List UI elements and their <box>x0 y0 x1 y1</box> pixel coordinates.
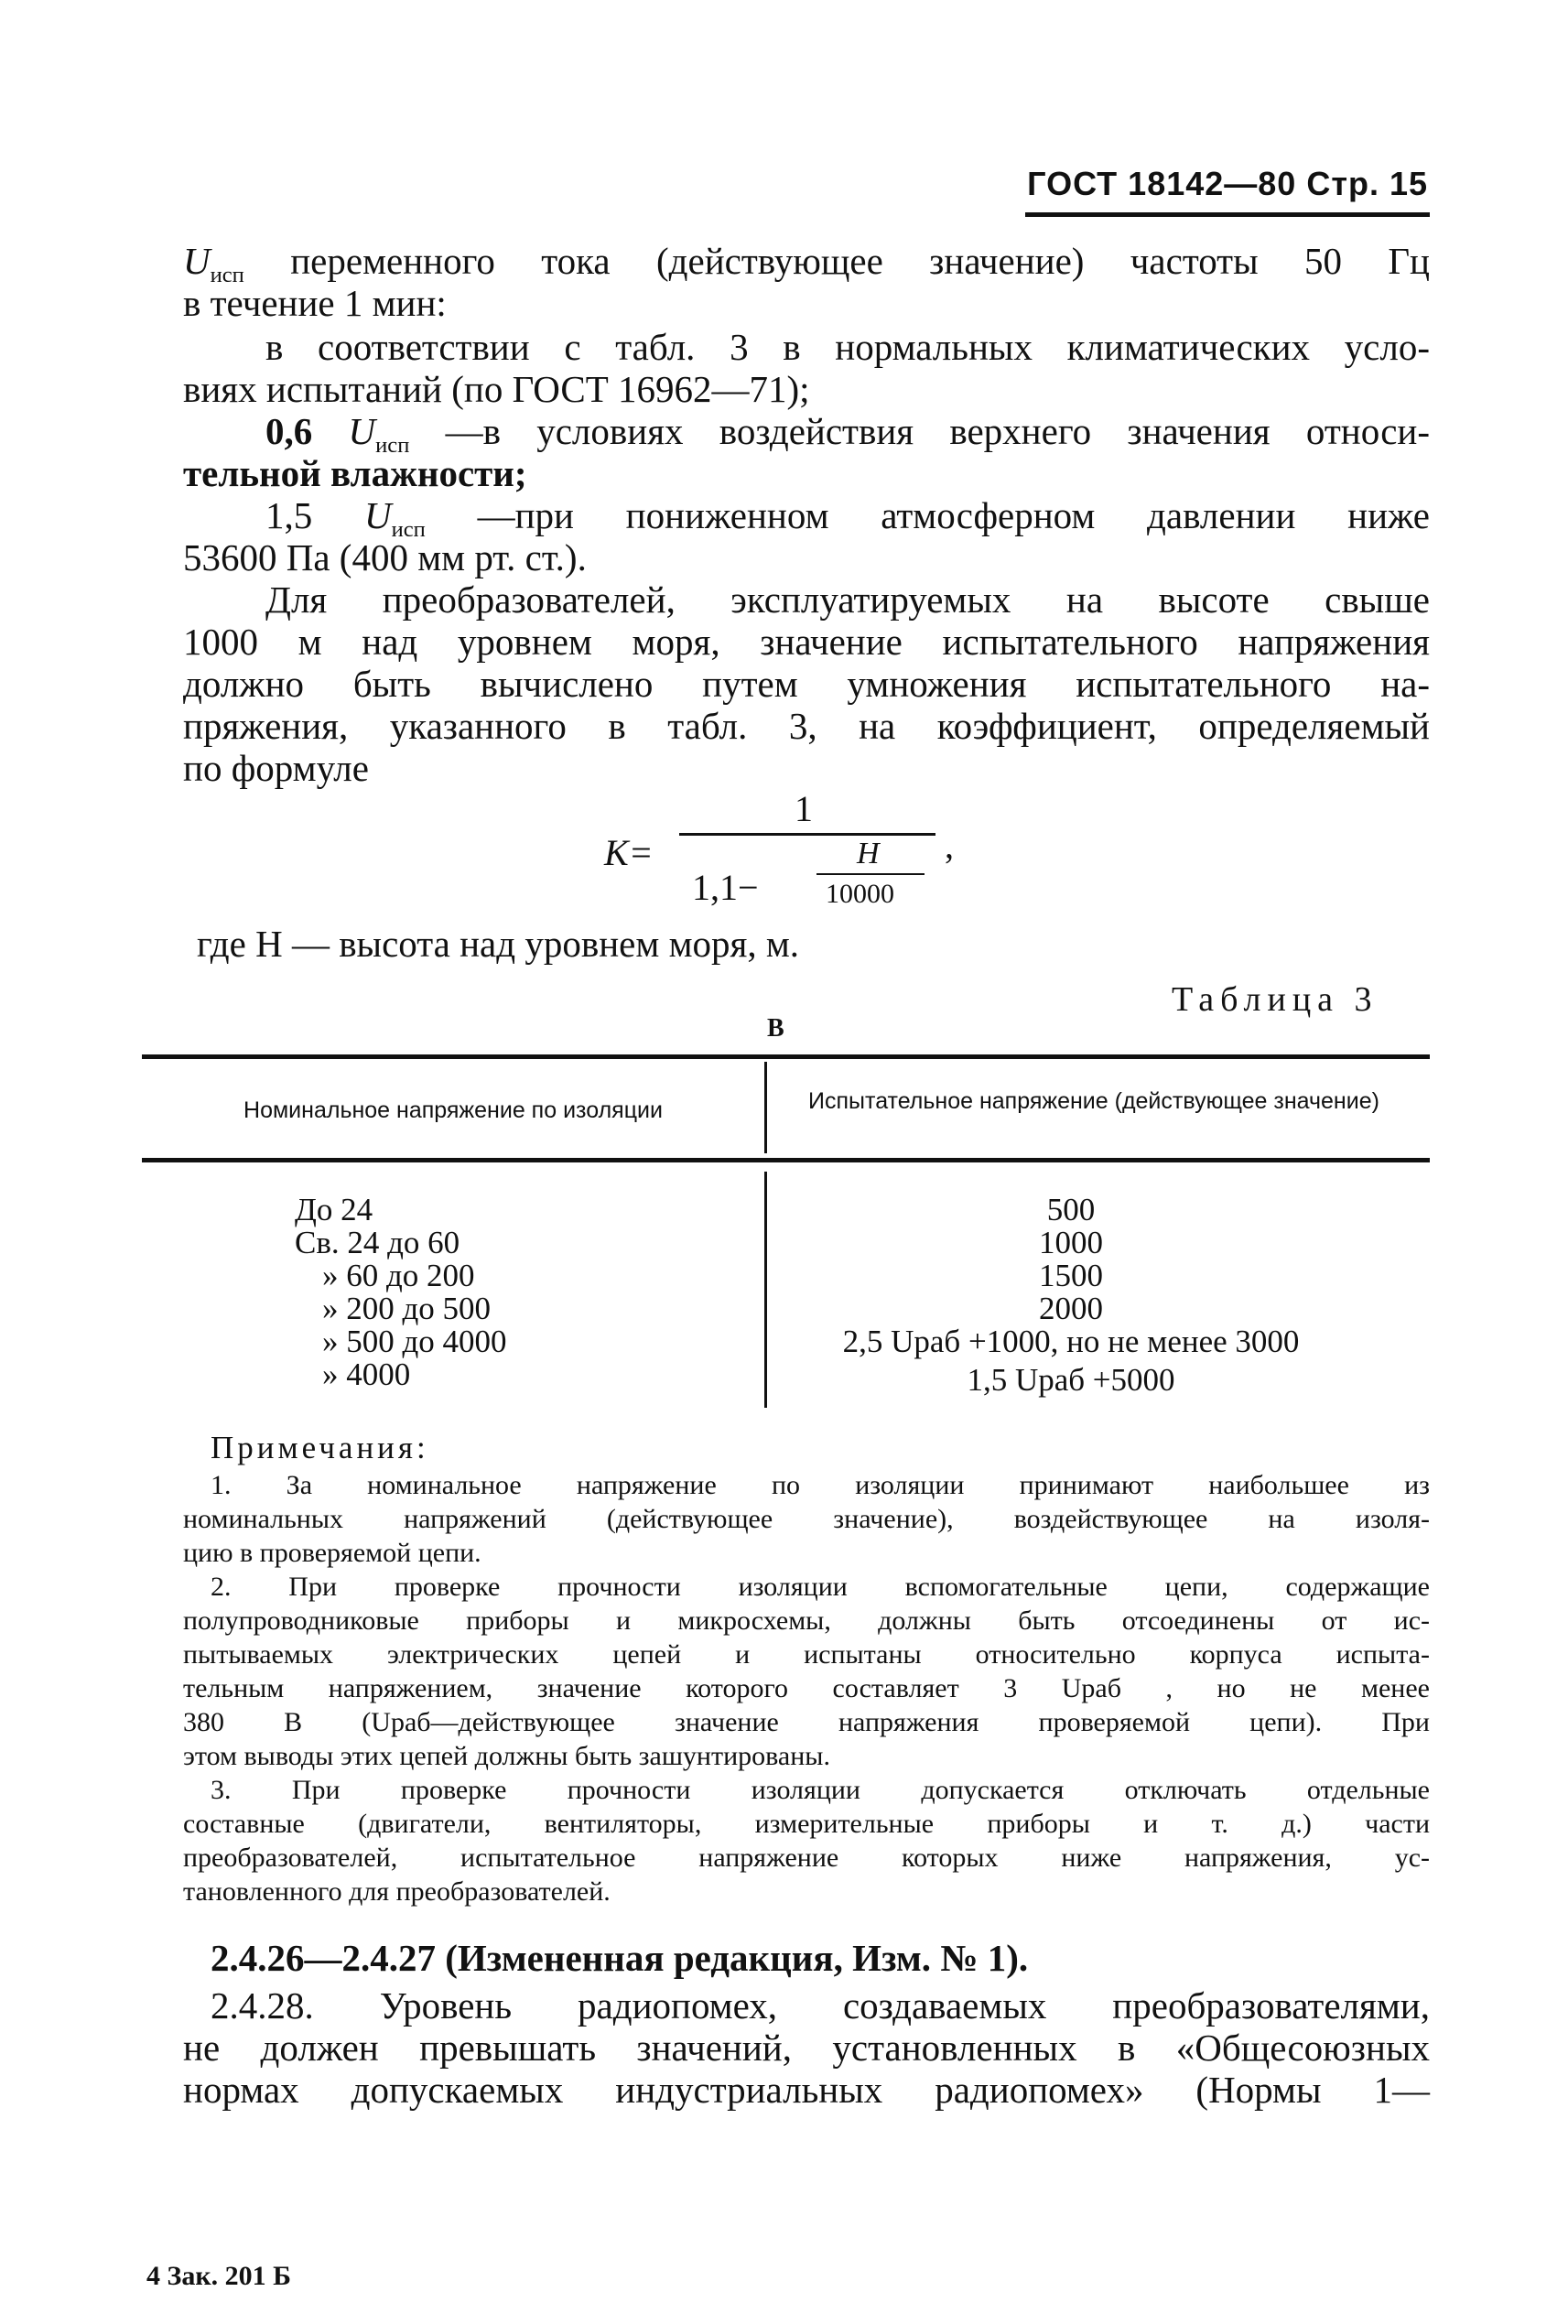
table-title: Таблица 3 <box>1172 980 1379 1019</box>
note-line: номинальных напряжений (действующее значение), воздействующее на изоля- <box>183 1504 1430 1534</box>
paragraph-line: 53600 Па (400 мм рт. ст.). <box>183 536 587 578</box>
table-cell: Св. 24 до 60 <box>295 1225 460 1260</box>
table-cell: До 24 <box>295 1192 373 1227</box>
paragraph-line: 1000 м над уровнем моря, значение испытательного напряжения <box>183 621 1430 663</box>
table-body-divider <box>764 1172 767 1408</box>
header-rule <box>1025 212 1430 217</box>
table-cell: 1500 <box>1039 1258 1103 1293</box>
formula-fraction-bar <box>679 833 935 836</box>
formula-comma: , <box>945 825 954 866</box>
paragraph-line: виях испытаний (по ГОСТ 16962—71); <box>183 368 810 410</box>
note-line: тановленного для преобразователей. <box>183 1876 611 1907</box>
note-line: пытываемых электрических цепей и испытаны относительно корпуса испыта- <box>183 1639 1430 1670</box>
table-header-rule <box>142 1158 1430 1162</box>
table-cell: » 60 до 200 <box>322 1258 475 1293</box>
table-mark: В <box>767 1014 784 1043</box>
section-heading: 2.4.26—2.4.27 (Измененная редакция, Изм. № 1). <box>211 1937 1029 1979</box>
table-cell: » 4000 <box>322 1357 411 1392</box>
formula-denominator-left: 1,1− <box>692 867 759 908</box>
page-footer: 4 Зак. 201 Б <box>146 2261 291 2291</box>
paragraph-line: 2.4.28. Уровень радиопомех, создаваемых преобразователями, <box>211 1984 1430 2027</box>
formula-k <box>604 787 1007 924</box>
note-line: 3. При проверке прочности изоляции допускается отключать отдельные <box>211 1775 1430 1805</box>
paragraph-line: в течение 1 мин: <box>183 282 447 324</box>
note-line: 380 В (Uраб—действующее значение напряжения проверяемой цепи). При <box>183 1707 1430 1737</box>
table-cell: 1,5 Uраб +5000 <box>967 1362 1175 1398</box>
table-cell: 500 <box>1046 1192 1096 1227</box>
note-line: составные (двигатели, вентиляторы, измерительные приборы и т. д.) части <box>183 1809 1430 1839</box>
note-line: этом выводы этих цепей должны быть зашунтированы. <box>183 1741 830 1771</box>
note-line: цию в проверяемой цепи. <box>183 1538 481 1568</box>
paragraph-line: 0,6 $U_{исп}$ —в условиях воздействия верхнего значения относи- <box>265 410 1431 459</box>
formula-lhs: K= <box>604 832 654 873</box>
formula-inner-numerator: H <box>857 837 880 870</box>
paragraph-line: не должен превышать значений, установленных в «Общесоюзных <box>183 2027 1430 2069</box>
note-line: тельным напряжением, значение которого составляет 3 Uраб , но не менее <box>183 1673 1430 1703</box>
paragraph-line: $U_{исп}$ переменного тока (действующее значение) частоты 50 Гц <box>183 240 1430 288</box>
table-header-col2: Испытательное напряжение (действующее значение) <box>808 1088 1379 1114</box>
notes-heading: Примечания: <box>211 1430 429 1465</box>
paragraph-line: Для преобразователей, эксплуатируемых на высоте свыше <box>265 578 1430 621</box>
note-line: полупроводниковые приборы и микросхемы, должны быть отсоединены от ис- <box>183 1605 1430 1636</box>
table-cell: » 500 до 4000 <box>322 1324 507 1359</box>
table-cell: 2000 <box>1039 1291 1103 1326</box>
paragraph-line: должно быть вычислено путем умножения испытательного на- <box>183 663 1430 705</box>
table-top-rule <box>142 1054 1430 1059</box>
paragraph-line: в соответствии с табл. 3 в нормальных климатических усло- <box>265 326 1430 368</box>
paragraph-line: пряжения, указанного в табл. 3, на коэффициент, определяемый <box>183 705 1430 747</box>
paragraph-line: нормах допускаемых индустриальных радиопомех» (Нормы 1— <box>183 2069 1430 2111</box>
table-header-divider <box>764 1062 767 1153</box>
paragraph-line: 1,5 $U_{исп}$ —при пониженном атмосферном давлении ниже <box>265 494 1431 543</box>
formula-inner-denominator: 10000 <box>826 879 894 909</box>
paragraph-line: тельной влажности; <box>183 452 527 494</box>
table-cell: » 200 до 500 <box>322 1291 492 1326</box>
note-line: 1. За номинальное напряжение по изоляции принимают наибольшее из <box>211 1470 1430 1500</box>
note-line: преобразователей, испытательное напряжение которых ниже напряжения, ус- <box>183 1843 1430 1873</box>
table-cell: 2,5 Uраб +1000, но не менее 3000 <box>842 1324 1300 1359</box>
formula-inner-bar <box>816 873 925 875</box>
note-line: 2. При проверке прочности изоляции вспомогательные цепи, содержащие <box>211 1572 1430 1602</box>
paragraph-line: где H — высота над уровнем моря, м. <box>197 923 800 965</box>
table-cell: 1000 <box>1039 1225 1103 1260</box>
paragraph-line: по формуле <box>183 747 369 789</box>
table-header-col1: Номинальное напряжение по изоляции <box>243 1097 663 1123</box>
page-header: ГОСТ 18142—80 Стр. 15 <box>1027 165 1428 202</box>
formula-numerator: 1 <box>795 788 813 829</box>
